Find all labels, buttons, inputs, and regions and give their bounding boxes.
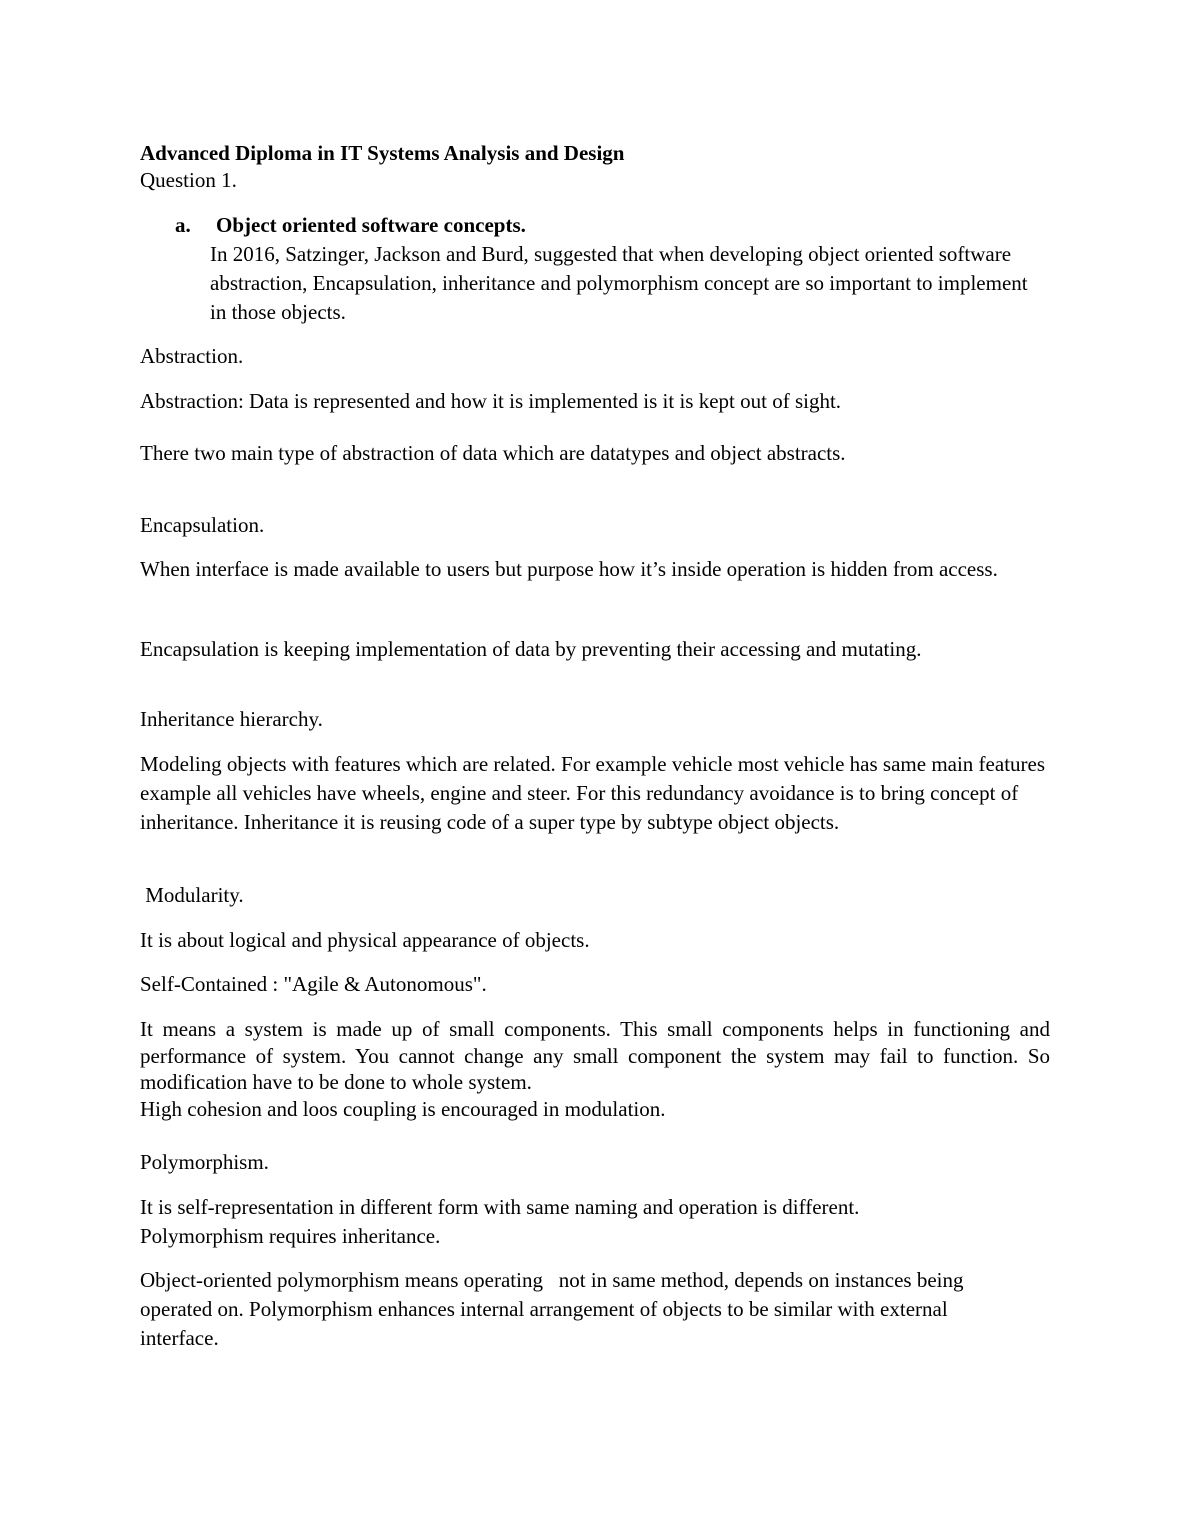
inheritance-heading: Inheritance hierarchy. (140, 707, 323, 731)
modularity-paragraph-1: It is about logical and physical appearance of objects. (140, 928, 590, 952)
document-title: Advanced Diploma in IT Systems Analysis and Design (140, 141, 625, 165)
question-label: Question 1. (140, 168, 237, 192)
abstraction-paragraph-2: There two main type of abstraction of data which are datatypes and object abstracts. (140, 441, 846, 465)
abstraction-paragraph-1: Abstraction: Data is represented and how it is implemented is it is kept out of sight. (140, 389, 842, 413)
polymorphism-heading: Polymorphism. (140, 1150, 269, 1174)
modularity-paragraph-2: Self-Contained : "Agile & Autonomous". (140, 972, 487, 996)
encapsulation-paragraph-2: Encapsulation is keeping implementation of data by preventing their accessing and mutating. (140, 637, 922, 661)
list-marker: a. (175, 213, 191, 237)
modularity-heading: Modularity. (140, 883, 244, 907)
inheritance-paragraph: Modeling objects with features which are related. For example vehicle most vehicle has same main features example all vehicles have wheels, engine and steer. For this redundancy avoidance is to bring concept of inheritance. Inheritance it is reusing code of a super type by subtype object objects. (140, 752, 1046, 834)
abstraction-heading: Abstraction. (140, 344, 244, 368)
modularity-paragraph-3: It means a system is made up of small components. This small components helps in functioning and performance of system. You cannot change any small component the system may fail to function. So modification have to be done to whole system. (140, 1017, 1050, 1094)
encapsulation-heading: Encapsulation. (140, 513, 265, 537)
encapsulation-paragraph-1: When interface is made available to users but purpose how it’s inside operation is hidden from access. (140, 557, 998, 581)
section-heading: Object oriented software concepts. (216, 213, 526, 237)
polymorphism-paragraph-1-line-2: Polymorphism requires inheritance. (140, 1224, 441, 1248)
polymorphism-paragraph-2: Object-oriented polymorphism means operating not in same method, depends on instances being operated on. Polymorphism enhances internal arrangement of objects to be similar with external interface. (140, 1268, 969, 1350)
modularity-paragraph-4: High cohesion and loos coupling is encouraged in modulation. (140, 1097, 666, 1121)
polymorphism-paragraph-1-line-1: It is self-representation in different form with same naming and operation is different. (140, 1195, 860, 1219)
section-intro-paragraph: In 2016, Satzinger, Jackson and Burd, suggested that when developing object oriented software abstraction, Encapsulation, inheritance and polymorphism concept are so important to implement in those objects. (210, 242, 1028, 324)
